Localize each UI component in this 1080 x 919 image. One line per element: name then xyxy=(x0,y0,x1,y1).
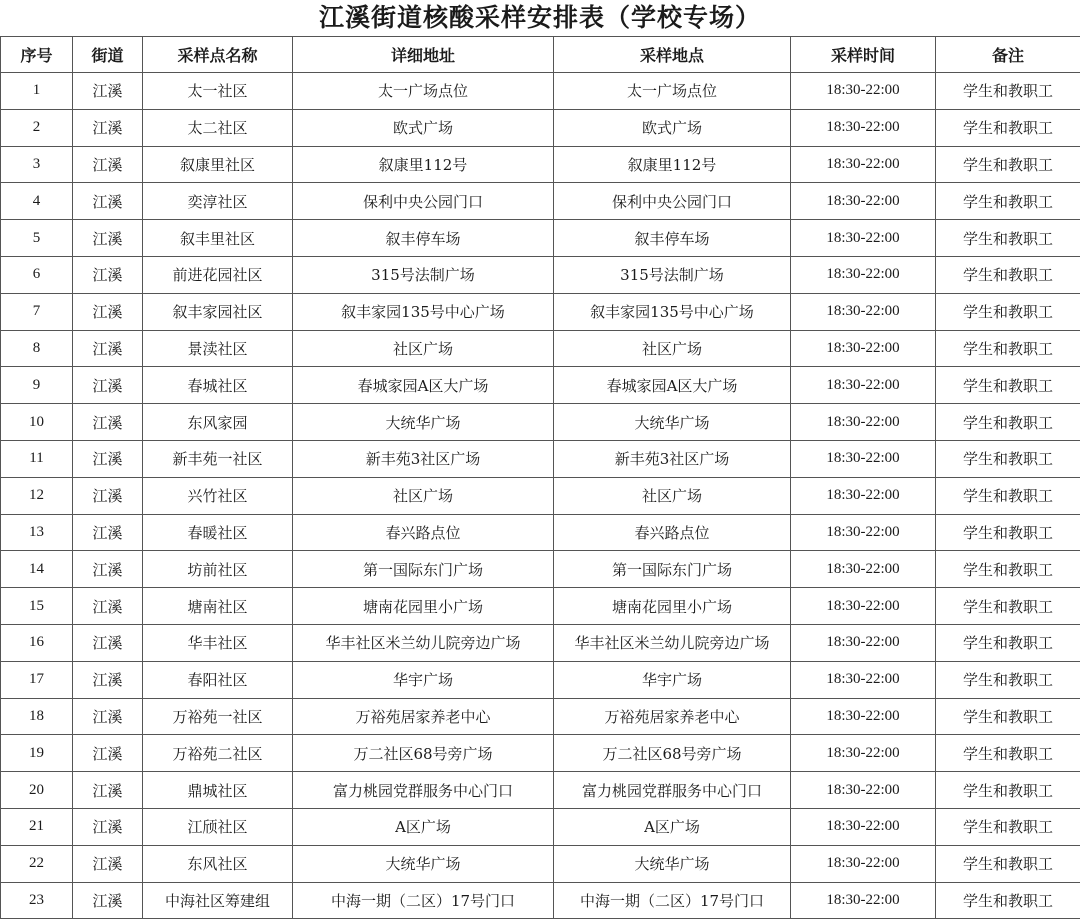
header-location: 采样地点 xyxy=(554,37,791,73)
cell-location: 塘南花园里小广场 xyxy=(554,588,791,625)
cell-location: 叙丰家园135号中心广场 xyxy=(554,293,791,330)
cell-site-name: 万裕苑一社区 xyxy=(143,698,293,735)
cell-time: 18:30-22:00 xyxy=(791,845,936,882)
cell-street: 江溪 xyxy=(73,293,143,330)
cell-address: 塘南花园里小广场 xyxy=(293,588,554,625)
cell-remarks: 学生和教职工 xyxy=(936,735,1080,772)
cell-address: 欧式广场 xyxy=(293,109,554,146)
cell-time: 18:30-22:00 xyxy=(791,109,936,146)
cell-street: 江溪 xyxy=(73,220,143,257)
cell-address: 万裕苑居家养老中心 xyxy=(293,698,554,735)
cell-location: 第一国际东门广场 xyxy=(554,551,791,588)
cell-index: 1 xyxy=(1,73,73,110)
cell-remarks: 学生和教职工 xyxy=(936,477,1080,514)
cell-time: 18:30-22:00 xyxy=(791,661,936,698)
cell-remarks: 学生和教职工 xyxy=(936,367,1080,404)
cell-address: 华宇广场 xyxy=(293,661,554,698)
cell-location: 315号法制广场 xyxy=(554,256,791,293)
cell-remarks: 学生和教职工 xyxy=(936,404,1080,441)
cell-address: 春城家园A区大广场 xyxy=(293,367,554,404)
cell-address: 太一广场点位 xyxy=(293,73,554,110)
cell-time: 18:30-22:00 xyxy=(791,146,936,183)
cell-index: 4 xyxy=(1,183,73,220)
cell-location: 保利中央公园门口 xyxy=(554,183,791,220)
table-row xyxy=(1,146,1080,183)
cell-time: 18:30-22:00 xyxy=(791,551,936,588)
cell-index: 9 xyxy=(1,367,73,404)
cell-street: 江溪 xyxy=(73,661,143,698)
page-title: 江溪街道核酸采样安排表（学校专场） xyxy=(318,3,761,32)
cell-remarks: 学生和教职工 xyxy=(936,73,1080,110)
cell-location: A区广场 xyxy=(554,808,791,845)
cell-site-name: 叙康里社区 xyxy=(143,146,293,183)
cell-time: 18:30-22:00 xyxy=(791,772,936,809)
cell-index: 10 xyxy=(1,404,73,441)
cell-location: 富力桃园党群服务中心门口 xyxy=(554,772,791,809)
cell-address: 万二社区68号旁广场 xyxy=(293,735,554,772)
cell-site-name: 前进花园社区 xyxy=(143,256,293,293)
cell-location: 万二社区68号旁广场 xyxy=(554,735,791,772)
cell-address: 315号法制广场 xyxy=(293,256,554,293)
cell-site-name: 景渎社区 xyxy=(143,330,293,367)
cell-address: 富力桃园党群服务中心门口 xyxy=(293,772,554,809)
cell-location: 中海一期（二区）17号门口 xyxy=(554,882,791,919)
cell-site-name: 兴竹社区 xyxy=(143,477,293,514)
cell-site-name: 东风社区 xyxy=(143,845,293,882)
cell-index: 6 xyxy=(1,256,73,293)
cell-location: 大统华广场 xyxy=(554,404,791,441)
cell-location: 大统华广场 xyxy=(554,845,791,882)
cell-location: 春城家园A区大广场 xyxy=(554,367,791,404)
table-row xyxy=(1,109,1080,146)
header-index: 序号 xyxy=(1,37,73,73)
table-row xyxy=(1,256,1080,293)
cell-time: 18:30-22:00 xyxy=(791,220,936,257)
cell-location: 万裕苑居家养老中心 xyxy=(554,698,791,735)
cell-remarks: 学生和教职工 xyxy=(936,330,1080,367)
cell-street: 江溪 xyxy=(73,146,143,183)
cell-site-name: 塘南社区 xyxy=(143,588,293,625)
cell-time: 18:30-22:00 xyxy=(791,808,936,845)
table-row xyxy=(1,404,1080,441)
cell-address: 新丰苑3社区广场 xyxy=(293,440,554,477)
cell-time: 18:30-22:00 xyxy=(791,514,936,551)
cell-street: 江溪 xyxy=(73,330,143,367)
cell-street: 江溪 xyxy=(73,698,143,735)
cell-address: 保利中央公园门口 xyxy=(293,183,554,220)
schedule-table xyxy=(0,36,1080,919)
cell-site-name: 东风家园 xyxy=(143,404,293,441)
cell-time: 18:30-22:00 xyxy=(791,477,936,514)
table-row xyxy=(1,183,1080,220)
cell-street: 江溪 xyxy=(73,109,143,146)
cell-index: 5 xyxy=(1,220,73,257)
cell-remarks: 学生和教职工 xyxy=(936,698,1080,735)
cell-site-name: 春城社区 xyxy=(143,367,293,404)
cell-remarks: 学生和教职工 xyxy=(936,882,1080,919)
cell-site-name: 新丰苑一社区 xyxy=(143,440,293,477)
cell-index: 8 xyxy=(1,330,73,367)
cell-index: 18 xyxy=(1,698,73,735)
cell-site-name: 奕淳社区 xyxy=(143,183,293,220)
cell-site-name: 太一社区 xyxy=(143,73,293,110)
table-row xyxy=(1,808,1080,845)
table-row xyxy=(1,698,1080,735)
cell-remarks: 学生和教职工 xyxy=(936,293,1080,330)
cell-site-name: 万裕苑二社区 xyxy=(143,735,293,772)
cell-address: 叙丰家园135号中心广场 xyxy=(293,293,554,330)
header-site-name: 采样点名称 xyxy=(143,37,293,73)
cell-index: 7 xyxy=(1,293,73,330)
header-row xyxy=(1,37,1080,73)
cell-time: 18:30-22:00 xyxy=(791,367,936,404)
table-row xyxy=(1,845,1080,882)
cell-site-name: 坊前社区 xyxy=(143,551,293,588)
cell-index: 19 xyxy=(1,735,73,772)
cell-address: 大统华广场 xyxy=(293,845,554,882)
cell-address: 社区广场 xyxy=(293,477,554,514)
table-row xyxy=(1,293,1080,330)
cell-time: 18:30-22:00 xyxy=(791,735,936,772)
cell-address: 叙康里112号 xyxy=(293,146,554,183)
cell-remarks: 学生和教职工 xyxy=(936,624,1080,661)
cell-site-name: 中海社区筹建组 xyxy=(143,882,293,919)
cell-time: 18:30-22:00 xyxy=(791,698,936,735)
cell-remarks: 学生和教职工 xyxy=(936,183,1080,220)
cell-location: 春兴路点位 xyxy=(554,514,791,551)
header-street: 街道 xyxy=(73,37,143,73)
cell-street: 江溪 xyxy=(73,183,143,220)
cell-street: 江溪 xyxy=(73,440,143,477)
header-remarks: 备注 xyxy=(936,37,1080,73)
cell-remarks: 学生和教职工 xyxy=(936,588,1080,625)
cell-remarks: 学生和教职工 xyxy=(936,256,1080,293)
cell-remarks: 学生和教职工 xyxy=(936,220,1080,257)
cell-site-name: 华丰社区 xyxy=(143,624,293,661)
cell-street: 江溪 xyxy=(73,256,143,293)
header-address: 详细地址 xyxy=(293,37,554,73)
cell-location: 太一广场点位 xyxy=(554,73,791,110)
cell-site-name: 鼎城社区 xyxy=(143,772,293,809)
cell-street: 江溪 xyxy=(73,624,143,661)
cell-street: 江溪 xyxy=(73,772,143,809)
cell-index: 22 xyxy=(1,845,73,882)
table-row xyxy=(1,588,1080,625)
table-row xyxy=(1,220,1080,257)
cell-address: 华丰社区米兰幼儿院旁边广场 xyxy=(293,624,554,661)
cell-address: 第一国际东门广场 xyxy=(293,551,554,588)
cell-address: 春兴路点位 xyxy=(293,514,554,551)
cell-index: 14 xyxy=(1,551,73,588)
cell-street: 江溪 xyxy=(73,477,143,514)
cell-location: 新丰苑3社区广场 xyxy=(554,440,791,477)
cell-street: 江溪 xyxy=(73,551,143,588)
cell-remarks: 学生和教职工 xyxy=(936,146,1080,183)
cell-time: 18:30-22:00 xyxy=(791,882,936,919)
cell-street: 江溪 xyxy=(73,514,143,551)
cell-remarks: 学生和教职工 xyxy=(936,551,1080,588)
cell-street: 江溪 xyxy=(73,808,143,845)
cell-street: 江溪 xyxy=(73,73,143,110)
cell-address: 叙丰停车场 xyxy=(293,220,554,257)
table-row xyxy=(1,73,1080,110)
cell-address: 大统华广场 xyxy=(293,404,554,441)
header-time: 采样时间 xyxy=(791,37,936,73)
cell-address: A区广场 xyxy=(293,808,554,845)
cell-street: 江溪 xyxy=(73,588,143,625)
cell-remarks: 学生和教职工 xyxy=(936,514,1080,551)
cell-remarks: 学生和教职工 xyxy=(936,661,1080,698)
cell-index: 12 xyxy=(1,477,73,514)
cell-index: 11 xyxy=(1,440,73,477)
cell-index: 2 xyxy=(1,109,73,146)
cell-time: 18:30-22:00 xyxy=(791,330,936,367)
cell-time: 18:30-22:00 xyxy=(791,73,936,110)
cell-site-name: 江颀社区 xyxy=(143,808,293,845)
cell-time: 18:30-22:00 xyxy=(791,440,936,477)
cell-site-name: 春阳社区 xyxy=(143,661,293,698)
table-row xyxy=(1,772,1080,809)
cell-location: 叙康里112号 xyxy=(554,146,791,183)
cell-index: 13 xyxy=(1,514,73,551)
cell-index: 20 xyxy=(1,772,73,809)
cell-index: 16 xyxy=(1,624,73,661)
cell-time: 18:30-22:00 xyxy=(791,183,936,220)
cell-location: 叙丰停车场 xyxy=(554,220,791,257)
cell-time: 18:30-22:00 xyxy=(791,624,936,661)
cell-time: 18:30-22:00 xyxy=(791,404,936,441)
table-row xyxy=(1,882,1080,919)
cell-address: 中海一期（二区）17号门口 xyxy=(293,882,554,919)
table-row xyxy=(1,330,1080,367)
table-row xyxy=(1,367,1080,404)
cell-time: 18:30-22:00 xyxy=(791,256,936,293)
cell-site-name: 叙丰家园社区 xyxy=(143,293,293,330)
cell-index: 3 xyxy=(1,146,73,183)
cell-remarks: 学生和教职工 xyxy=(936,440,1080,477)
table-row xyxy=(1,551,1080,588)
cell-location: 华宇广场 xyxy=(554,661,791,698)
cell-time: 18:30-22:00 xyxy=(791,293,936,330)
cell-location: 社区广场 xyxy=(554,477,791,514)
cell-index: 15 xyxy=(1,588,73,625)
table-row xyxy=(1,477,1080,514)
table-row xyxy=(1,440,1080,477)
cell-street: 江溪 xyxy=(73,367,143,404)
table-row xyxy=(1,514,1080,551)
cell-index: 17 xyxy=(1,661,73,698)
cell-remarks: 学生和教职工 xyxy=(936,808,1080,845)
table-row xyxy=(1,661,1080,698)
cell-street: 江溪 xyxy=(73,845,143,882)
cell-location: 华丰社区米兰幼儿院旁边广场 xyxy=(554,624,791,661)
cell-street: 江溪 xyxy=(73,404,143,441)
table-row xyxy=(1,735,1080,772)
cell-remarks: 学生和教职工 xyxy=(936,845,1080,882)
cell-time: 18:30-22:00 xyxy=(791,588,936,625)
cell-remarks: 学生和教职工 xyxy=(936,772,1080,809)
cell-street: 江溪 xyxy=(73,735,143,772)
cell-location: 社区广场 xyxy=(554,330,791,367)
cell-location: 欧式广场 xyxy=(554,109,791,146)
cell-index: 21 xyxy=(1,808,73,845)
cell-street: 江溪 xyxy=(73,882,143,919)
cell-remarks: 学生和教职工 xyxy=(936,109,1080,146)
cell-site-name: 春暖社区 xyxy=(143,514,293,551)
cell-site-name: 叙丰里社区 xyxy=(143,220,293,257)
cell-address: 社区广场 xyxy=(293,330,554,367)
cell-site-name: 太二社区 xyxy=(143,109,293,146)
cell-index: 23 xyxy=(1,882,73,919)
table-row xyxy=(1,624,1080,661)
